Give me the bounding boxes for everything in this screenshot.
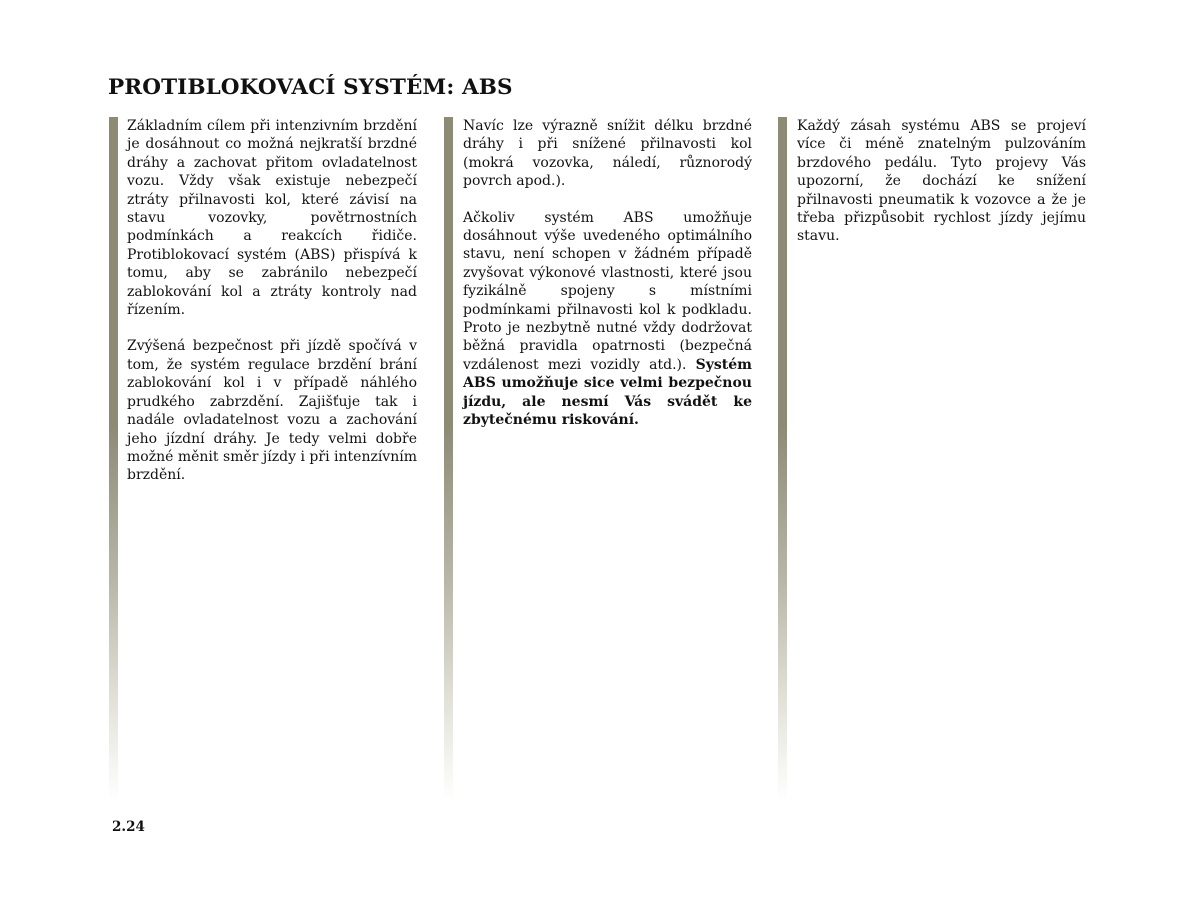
column-3-sidebar-bar bbox=[778, 117, 787, 802]
warning-text: Systém ABS umožňuje sice velmi bezpečnou jízdu, ale nesmí Vás svádět ke zbytečnému riskování. bbox=[463, 356, 752, 429]
paragraph: Základním cílem při intenzivním brzdění je dosáhnout co možná nejkratší brzdné dráhy a zachovat přitom ovladatelnost vozu. Vždy však existuje nebezpečí ztráty přilnavosti kol, které závisí na stavu vozovky, povětrnostních podmínkách a reakcích řidiče. Protiblokovací systém (ABS) přispívá k tomu, aby se zabránilo nebezpečí zablokování kol a ztráty kontroly nad řízením. bbox=[127, 118, 417, 319]
paragraph: Každý zásah systému ABS se projeví více či méně znatelným pulzováním brzdového pedálu. Tyto projevy Vás upozorní, že dochází ke snížení přilnavosti pneumatik k vozovce a že je třeba přizpůsobit rychlost jízdy jejímu stavu. bbox=[797, 118, 1086, 245]
text-column-3 bbox=[797, 117, 1086, 246]
column-2-sidebar-bar bbox=[444, 117, 453, 802]
text-column-1 bbox=[127, 117, 417, 485]
paragraph: Navíc lze výrazně snížit délku brzdné dráhy i při snížené přilnavosti kol (mokrá vozovka, náledí, různorodý povrch apod.). bbox=[463, 118, 752, 190]
paragraph: Zvýšená bezpečnost při jízdě spočívá v tom, že systém regulace brzdění brání zablokování kol i v případě náhlého prudkého zabrzdění. Zajišťuje tak i nadále ovladatelnost vozu a zachování jeho jízdní dráhy. Je tedy velmi dobře možné měnit směr jízdy i při intenzívním brzdění. bbox=[127, 338, 417, 484]
paragraph-with-warning bbox=[463, 209, 752, 430]
paragraph-text: Ačkoliv systém ABS umožňuje dosáhnout výše uvedeného optimálního stavu, není schopen v žádném případě zvyšovat výkonové vlastnosti, které jsou fyzikálně spojeny s místními podmínkami přilnavosti kol k podkladu. Proto je nezbytně nutné vždy dodržovat běžná pravidla opatrnosti (bezpečná vzdálenost mezi vozidly atd.). bbox=[463, 209, 752, 373]
column-1-sidebar-bar bbox=[109, 117, 118, 802]
page-title: PROTIBLOKOVACÍ SYSTÉM: ABS bbox=[108, 75, 513, 100]
text-column-2 bbox=[463, 117, 752, 430]
page-number: 2.24 bbox=[112, 819, 145, 835]
